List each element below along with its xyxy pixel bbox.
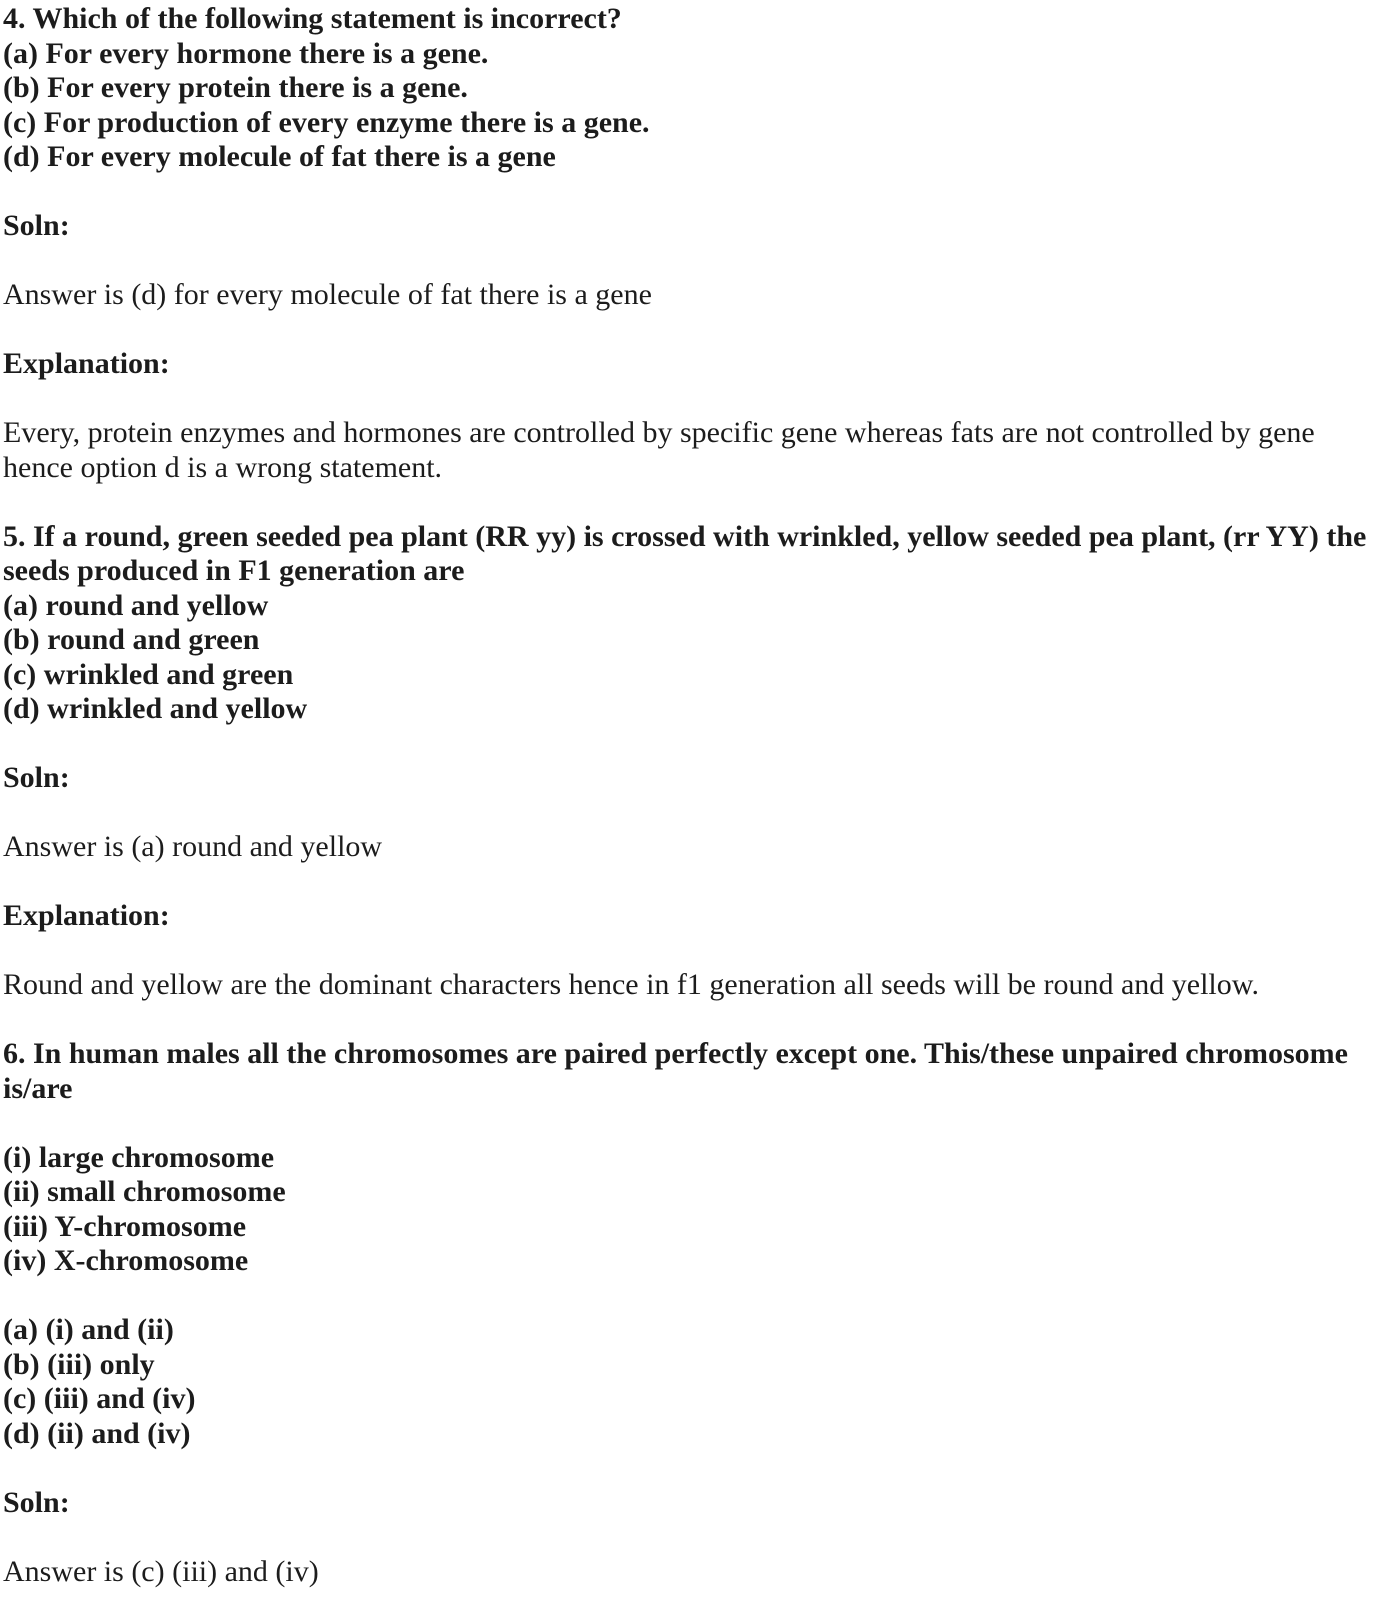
soln-label: Soln: <box>3 761 70 794</box>
question-6-option-c: (c) (iii) and (iv) <box>3 1382 196 1415</box>
soln-label: Soln: <box>3 1485 70 1519</box>
question-5-option-a: (a) round and yellow <box>3 588 269 622</box>
explanation-text: Round and yellow are the dominant characters hence in f1 generation all seeds will be round and yellow. <box>3 968 1259 1001</box>
question-5-option-c: (c) wrinkled and green <box>3 657 294 691</box>
question-6-item-iv: (iv) X-chromosome <box>3 1244 249 1277</box>
question-4-explanation-label <box>3 347 1390 382</box>
question-4-text: 4. Which of the following statement is incorrect? <box>3 2 622 35</box>
question-5-option-b: (b) round and green <box>3 623 260 656</box>
question-6-option-d: (d) (ii) and (iv) <box>3 1416 191 1450</box>
question-4-option-d: (d) For every molecule of fat there is a gene <box>3 140 556 173</box>
explanation-label: Explanation: <box>3 899 170 932</box>
answer-text: Answer is (a) round and yellow <box>3 830 383 863</box>
explanation-label: Explanation: <box>3 347 170 380</box>
question-4-explanation <box>3 416 1390 485</box>
answer-text: Answer is (c) (iii) and (iv) <box>3 1554 319 1588</box>
question-4-option-a: (a) For every hormone there is a gene. <box>3 36 489 70</box>
question-6-answer <box>3 1555 1390 1590</box>
explanation-text: Every, protein enzymes and hormones are controlled by specific gene whereas fats are not controlled by gene hence option d is a wrong statement. <box>3 416 1315 484</box>
question-5-option-d: (d) wrinkled and yellow <box>3 692 308 725</box>
question-5-explanation-label <box>3 899 1390 934</box>
question-6-item-iii: (iii) Y-chromosome <box>3 1209 247 1243</box>
question-6-soln-label <box>3 1486 1390 1521</box>
question-5-answer <box>3 830 1390 865</box>
soln-label: Soln: <box>3 209 70 242</box>
question-6-option-a: (a) (i) and (ii) <box>3 1313 174 1346</box>
question-6-item-ii: (ii) small chromosome <box>3 1175 286 1208</box>
answer-text: Answer is (d) for every molecule of fat there is a gene <box>3 278 652 311</box>
question-4-option-c: (c) For production of every enzyme there is a gene. <box>3 105 650 139</box>
question-5-text: 5. If a round, green seeded pea plant (RR yy) is crossed with wrinkled, yellow seeded pea plant, (rr YY) the seeds produced in F1 generation are <box>3 519 1367 587</box>
question-6-options <box>3 1313 1390 1451</box>
question-4-block <box>3 2 1390 175</box>
question-6-text: 6. In human males all the chromosomes are paired perfectly except one. This/these unpaired chromosome is/are <box>3 1037 1348 1105</box>
question-5-soln-label <box>3 761 1390 796</box>
question-6-item-i: (i) large chromosome <box>3 1140 275 1174</box>
question-6-items <box>3 1141 1390 1279</box>
question-4-soln-label <box>3 209 1390 244</box>
question-5-block <box>3 520 1390 727</box>
question-4-answer <box>3 278 1390 313</box>
question-5-explanation <box>3 968 1390 1003</box>
question-4-option-b: (b) For every protein there is a gene. <box>3 71 468 104</box>
question-6-block <box>3 1037 1390 1106</box>
question-6-option-b: (b) (iii) only <box>3 1347 155 1381</box>
